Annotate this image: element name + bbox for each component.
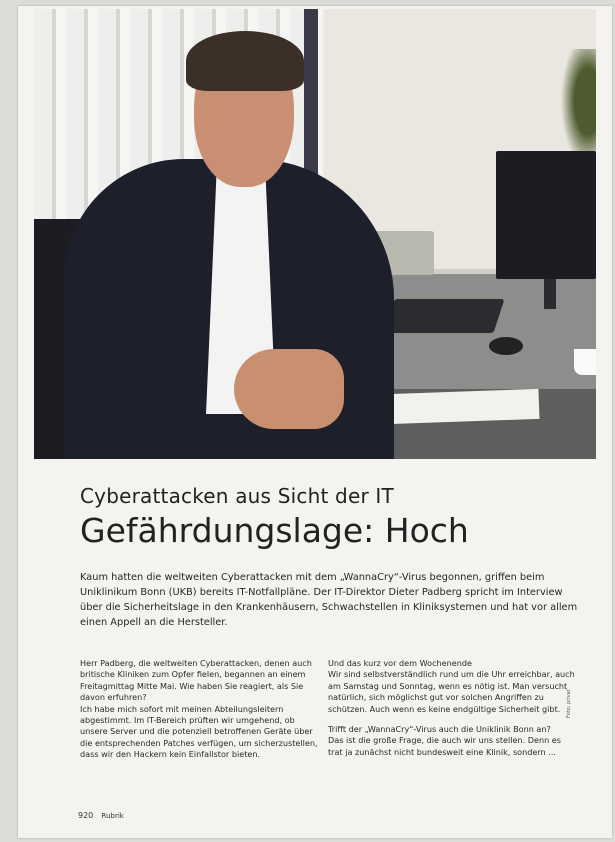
magazine-page [18, 6, 612, 838]
portrait-photo [34, 9, 596, 459]
page-footer [78, 811, 124, 820]
keyboard [383, 299, 504, 333]
person-hair [186, 31, 304, 91]
person-hands [234, 349, 344, 429]
section-name: Rubrik [101, 812, 124, 820]
interview-question: Herr Padberg, die weltweiten Cyberattacken, denen auch britische Kliniken zum Opfer fielen, begannen an einem Freitagmittag Mitte Mai. Wie haben Sie reagiert, als Sie davon erfuhren? [80, 658, 312, 703]
interview-answer: Wir sind selbstverständlich rund um die Uhr erreichbar, auch am Samstag und Sonntag, wenn es nötig ist. Man versucht natürlich, sich möglichst gut vor solchen Angriffen zu schützen. Auch wenn es keine endgültige Sicherheit gibt. [328, 669, 575, 714]
interview-answer: Ich habe mich sofort mit meinen Abteilungsleitern abgestimmt. Im IT-Bereich prüften wir umgehend, ob unsere Server und die potenziell betroffenen Geräte über die entsprechenden Patches verfügen, um sicherzustellen, dass wir den Hackern kein Einfallstor bieten. [80, 703, 318, 760]
article-kicker: Cyberattacken aus Sicht der IT [80, 484, 394, 508]
photo-credit: Foto: privat [566, 689, 572, 718]
computer-monitor [496, 151, 596, 279]
interview-question: Trifft der „WannaCry“-Virus auch die Uniklinik Bonn an? [328, 724, 551, 735]
page-number: 920 [78, 811, 94, 820]
coffee-cup [574, 349, 596, 375]
interview-answer: Das ist die große Frage, die auch wir uns stellen. Denn es trat ja zunächst nicht bundesweit eine Klinik, sondern ... [328, 735, 561, 757]
article-intro: Kaum hatten die weltweiten Cyberattacken mit dem „WannaCry“-Virus begonnen, griffen beim Uniklinikum Bonn (UKB) bereits IT-Notfallpläne. Der IT-Direktor Dieter Padberg spricht im Interview über die Sicherheitslage in den Krankenhäusern, Schwachstellen in Kliniksystemen und hat vor allem einen Appell an die Hersteller. [80, 572, 578, 628]
monitor-stand [544, 279, 556, 309]
interview-question: Und das kurz vor dem Wochenende [328, 658, 472, 668]
article-headline: Gefährdungslage: Hoch [80, 511, 469, 550]
text-column-left [80, 658, 318, 770]
computer-mouse [489, 337, 523, 355]
text-column-right [328, 658, 576, 767]
